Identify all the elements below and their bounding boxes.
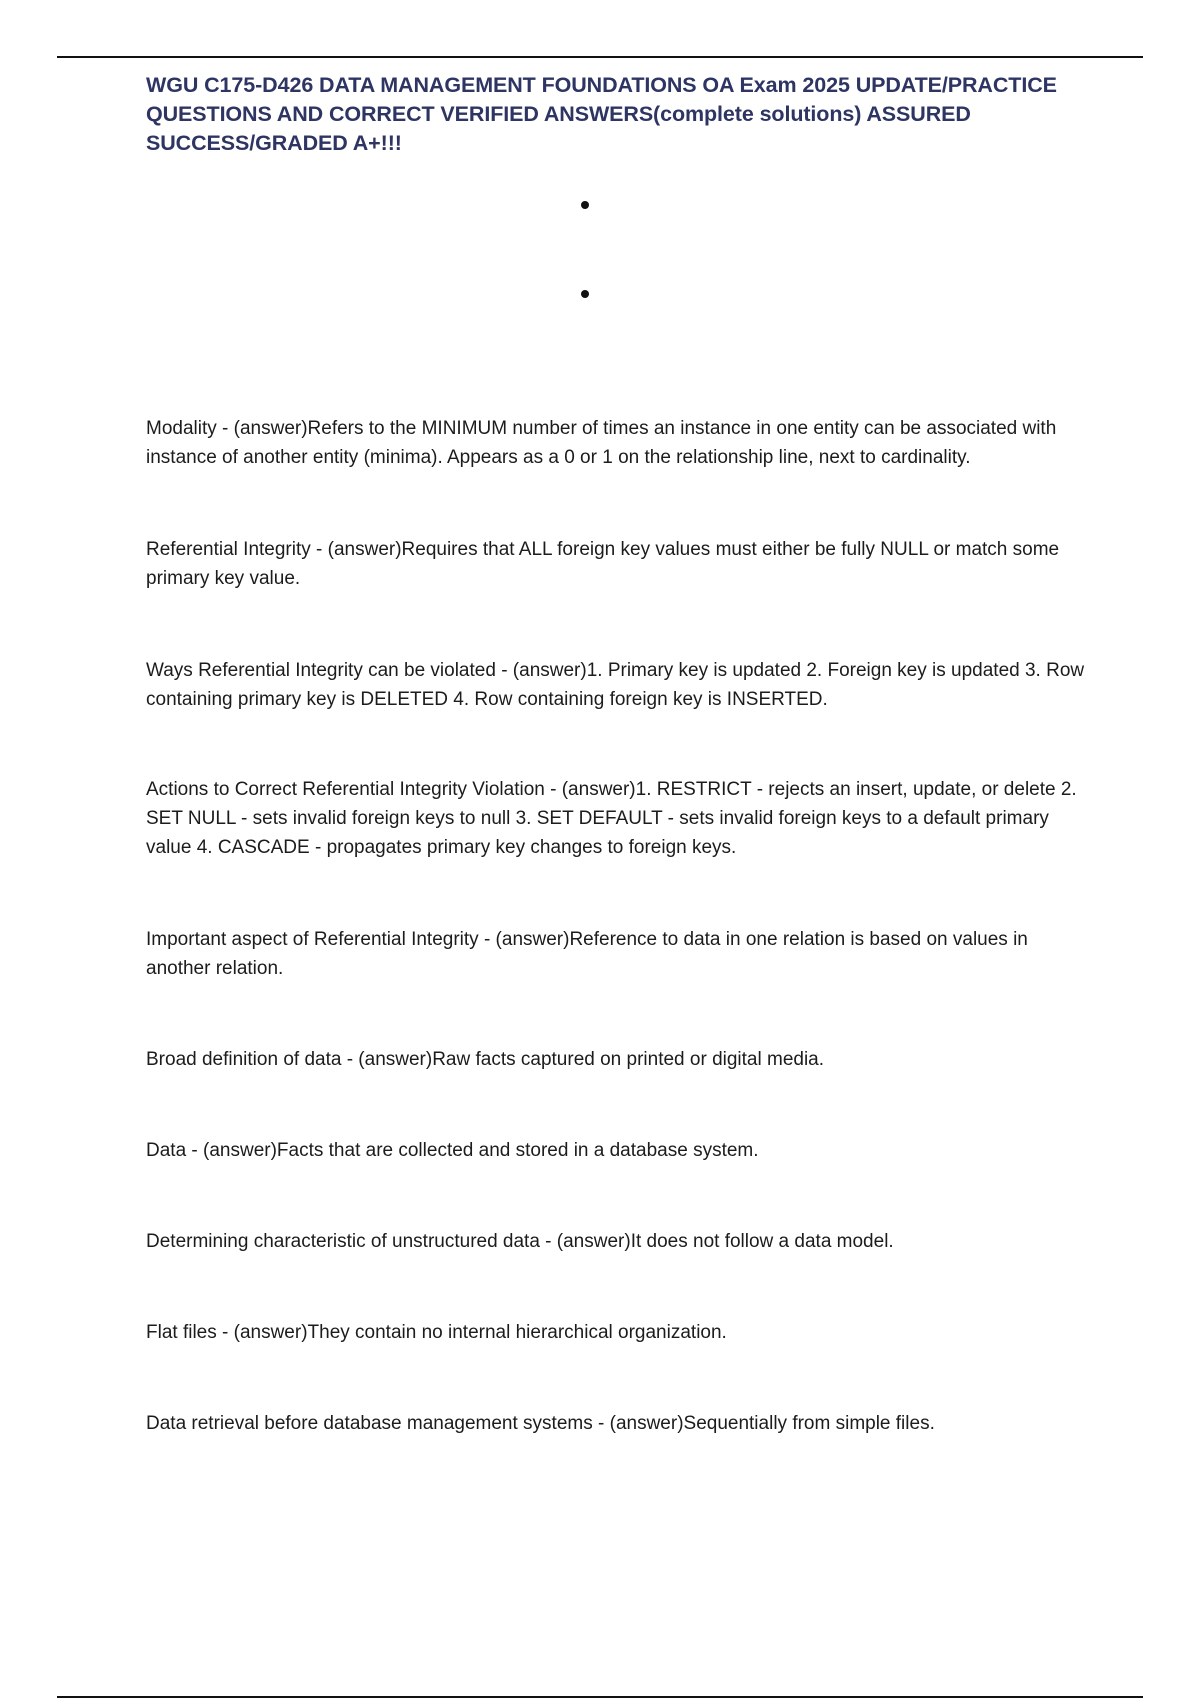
qa-entry-integrity-violations: Ways Referential Integrity can be violated - (answer)1. Primary key is updated 2. Foreign key is updated 3. Row containing primary key is DELETED 4. Row containing foreign key is INSERTED. — [146, 660, 1085, 710]
qa-entry-integrity-aspect: Important aspect of Referential Integrity - (answer)Reference to data in one relation is based on values in another relation. — [146, 929, 1028, 979]
qa-entry-flat-files: Flat files - (answer)They contain no internal hierarchical organization. — [146, 1322, 727, 1343]
qa-entry-referential-integrity: Referential Integrity - (answer)Requires that ALL foreign key values must either be fully NULL or match some primary key value. — [146, 539, 1060, 589]
bottom-divider — [57, 1696, 1143, 1698]
bullet-point — [581, 290, 589, 298]
document-title: WGU C175-D426 DATA MANAGEMENT FOUNDATIONS OA Exam 2025 UPDATE/PRACTICE QUESTIONS AND CORRECT VERIFIED ANSWERS(complete solutions) ASSURED SUCCESS/GRADED A+!!! — [146, 73, 1057, 155]
qa-entry-broad-data-definition: Broad definition of data - (answer)Raw facts captured on printed or digital media. — [146, 1049, 825, 1070]
top-divider — [57, 56, 1143, 58]
qa-entry-data: Data - (answer)Facts that are collected and stored in a database system. — [146, 1140, 759, 1161]
qa-entry-unstructured-data: Determining characteristic of unstructured data - (answer)It does not follow a data model. — [146, 1231, 894, 1252]
qa-entry-modality: Modality - (answer)Refers to the MINIMUM number of times an instance in one entity can be associated with instance of another entity (minima). Appears as a 0 or 1 on the relationship line, next to cardinality. — [146, 418, 1057, 468]
qa-entry-data-retrieval: Data retrieval before database management systems - (answer)Sequentially from simple files. — [146, 1413, 935, 1434]
bullet-point — [581, 201, 589, 209]
qa-entry-correct-violation-actions: Actions to Correct Referential Integrity Violation - (answer)1. RESTRICT - rejects an insert, update, or delete 2. SET NULL - sets invalid foreign keys to null 3. SET DEFAULT - sets invalid foreign keys to a default primary value 4. CASCADE - propagates primary key changes to foreign keys. — [146, 779, 1077, 858]
